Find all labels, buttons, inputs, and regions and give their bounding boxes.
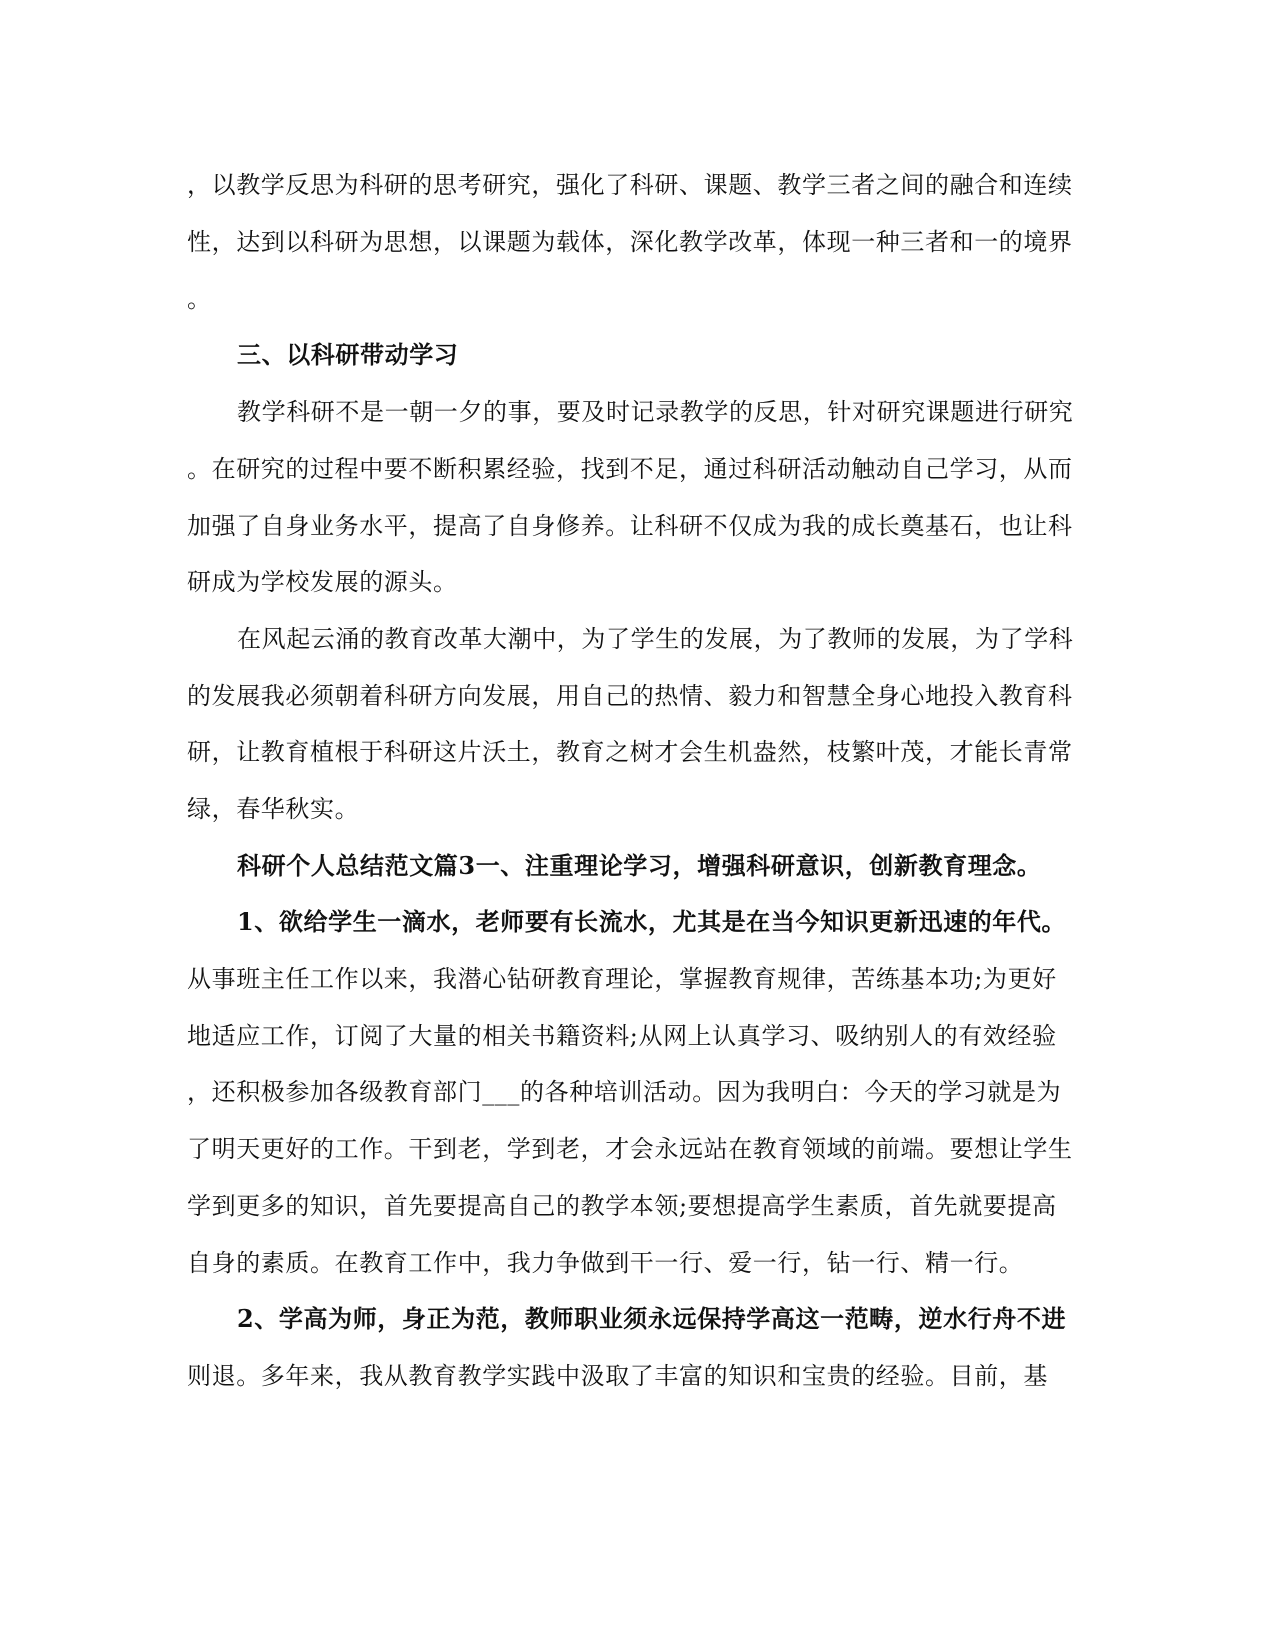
paragraph-line: 则退。多年来，我从教育教学实践中汲取了丰富的知识和宝贵的经验。目前，基 xyxy=(187,1362,1048,1390)
paragraph-line: 。在研究的过程中要不断积累经验，找到不足，通过科研活动触动自己学习，从而 xyxy=(187,455,1073,483)
paragraph-line: 自身的素质。在教育工作中，我力争做到干一行、爱一行，钻一行、精一行。 xyxy=(187,1249,1024,1277)
paragraph-line: 从事班主任工作以来，我潜心钻研教育理论，掌握教育规律，苦练基本功;为更好 xyxy=(187,965,1057,993)
paragraph-line: ，还积极参加各级教育部门___的各种培训活动。因为我明白：今天的学习就是为 xyxy=(187,1078,1062,1106)
section-heading: 科研个人总结范文篇3一、注重理论学习，增强科研意识，创新教育理念。 xyxy=(237,851,1042,880)
paragraph-line: 研，让教育植根于科研这片沃土，教育之树才会生机盎然，枝繁叶茂，才能长青常 xyxy=(187,738,1073,766)
paragraph-line: 性，达到以科研为思想，以课题为载体，深化教学改革，体现一种三者和一的境界 xyxy=(187,228,1073,256)
subsection-heading: 2、学高为师，身正为范，教师职业须永远保持学高这一范畴，逆水行舟不进 xyxy=(237,1304,1067,1333)
paragraph-line: ，以教学反思为科研的思考研究，强化了科研、课题、教学三者之间的融合和连续 xyxy=(187,171,1073,199)
paragraph-line: 绿，春华秋实。 xyxy=(187,795,360,823)
paragraph-line: 在风起云涌的教育改革大潮中，为了学生的发展，为了教师的发展，为了学科 xyxy=(237,625,1074,653)
paragraph-line: 了明天更好的工作。干到老，学到老，才会永远站在教育领域的前端。要想让学生 xyxy=(187,1135,1073,1163)
paragraph-line: 的发展我必须朝着科研方向发展，用自己的热情、毅力和智慧全身心地投入教育科 xyxy=(187,682,1073,710)
paragraph-line: 加强了自身业务水平，提高了自身修养。让科研不仅成为我的成长奠基石，也让科 xyxy=(187,512,1073,540)
paragraph-line: 。 xyxy=(187,285,212,313)
subsection-heading: 1、欲给学生一滴水，老师要有长流水，尤其是在当今知识更新迅速的年代。 xyxy=(237,907,1067,936)
section-heading: 三、以科研带动学习 xyxy=(237,340,459,369)
paragraph-line: 地适应工作，订阅了大量的相关书籍资料;从网上认真学习、吸纳别人的有效经验 xyxy=(187,1022,1057,1050)
paragraph-line: 研成为学校发展的源头。 xyxy=(187,568,458,596)
paragraph-line: 学到更多的知识，首先要提高自己的教学本领;要想提高学生素质，首先就要提高 xyxy=(187,1192,1057,1220)
paragraph-line: 教学科研不是一朝一夕的事，要及时记录教学的反思，针对研究课题进行研究 xyxy=(237,398,1074,426)
